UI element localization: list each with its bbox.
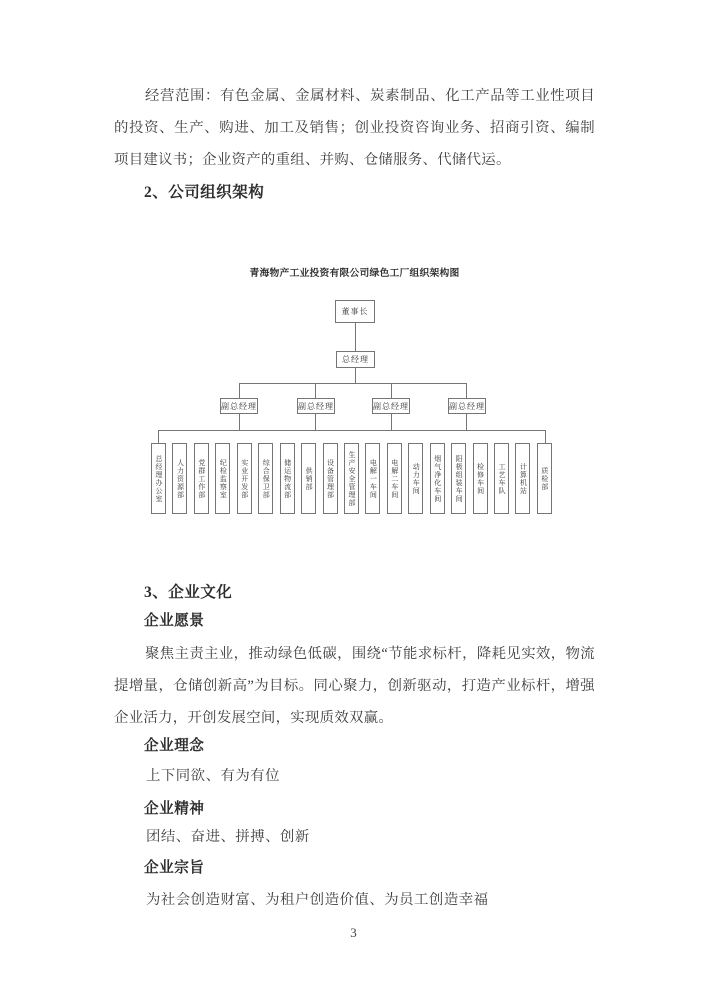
org-dept-box: 总经理办公室	[151, 443, 166, 514]
philosophy-text: 上下同欲、有为有位	[146, 768, 281, 784]
spirit-label: 企业精神	[144, 801, 205, 817]
org-dept-box: 阳极组装车间	[451, 443, 466, 514]
org-department-row	[151, 443, 552, 514]
connector-line	[466, 383, 467, 398]
connector-line	[239, 414, 240, 430]
org-chart-title: 青海物产工业投资有限公司绿色工厂组织架构图	[249, 268, 460, 279]
vision-label: 企业愿景	[144, 613, 205, 629]
org-dept-box: 检修车间	[473, 443, 488, 514]
org-node-chairman: 董事长	[335, 300, 375, 323]
connector-line	[391, 414, 392, 430]
connector-line	[158, 430, 545, 431]
org-dept-box: 党群工作部	[194, 443, 209, 514]
org-node-deputy-manager: 副总经理	[220, 398, 258, 414]
org-dept-box: 综合保卫部	[258, 443, 273, 514]
connector-line	[355, 323, 356, 351]
connector-line	[355, 368, 356, 383]
philosophy-label: 企业理念	[144, 738, 205, 754]
org-dept-box: 烟气净化车间	[430, 443, 445, 514]
org-node-deputy-manager: 副总经理	[372, 398, 410, 414]
org-dept-box: 人力资源部	[172, 443, 187, 514]
org-dept-box: 动力车间	[408, 443, 423, 514]
connector-line	[315, 414, 316, 430]
org-node-general-manager: 总经理	[336, 351, 375, 368]
vision-paragraph: 聚焦主责主业，推动绿色低碳，围绕“节能求标杆，降耗见实效，物流提增量，仓储创新高”为目标。同心聚力，创新驱动，打造产业标杆，增强企业活力，开创发展空间，实现质效双赢。	[114, 646, 595, 726]
connector-line	[545, 430, 546, 443]
mission-label: 企业宗旨	[144, 860, 205, 876]
connector-line	[239, 383, 240, 398]
org-node-deputy-manager: 副总经理	[448, 398, 486, 414]
org-node-deputy-manager: 副总经理	[297, 398, 335, 414]
connector-line	[391, 383, 392, 398]
org-dept-box: 工艺车队	[494, 443, 509, 514]
business-scope-paragraph: 经营范围：有色金属、金属材料、炭素制品、化工产品等工业性项目的投资、生产、购进、加工及销售；创业投资咨询业务、招商引资、编制项目建议书；企业资产的重组、并购、仓储服务、代储代运。	[114, 88, 595, 168]
org-dept-box: 电解一车间	[365, 443, 380, 514]
org-dept-box: 纪检监察室	[215, 443, 230, 514]
org-dept-box: 实业开发部	[237, 443, 252, 514]
org-dept-box: 设备管理部	[323, 443, 338, 514]
mission-text: 为社会创造财富、为租户创造价值、为员工创造幸福	[146, 892, 489, 908]
org-dept-box: 生产安全管理部	[344, 443, 359, 514]
org-dept-box: 供销部	[301, 443, 316, 514]
connector-line	[239, 383, 467, 384]
org-dept-box: 电解二车间	[387, 443, 402, 514]
connector-line	[158, 430, 159, 443]
org-dept-box: 储运物流部	[280, 443, 295, 514]
connector-line	[315, 383, 316, 398]
heading-culture: 3、企业文化	[144, 584, 233, 601]
page-number: 3	[350, 925, 357, 940]
spirit-text: 团结、奋进、拼搏、创新	[146, 829, 310, 845]
org-dept-box: 质检部	[537, 443, 552, 514]
connector-line	[466, 414, 467, 430]
heading-org-structure: 2、公司组织架构	[144, 184, 265, 201]
org-dept-box: 计算机站	[515, 443, 530, 514]
